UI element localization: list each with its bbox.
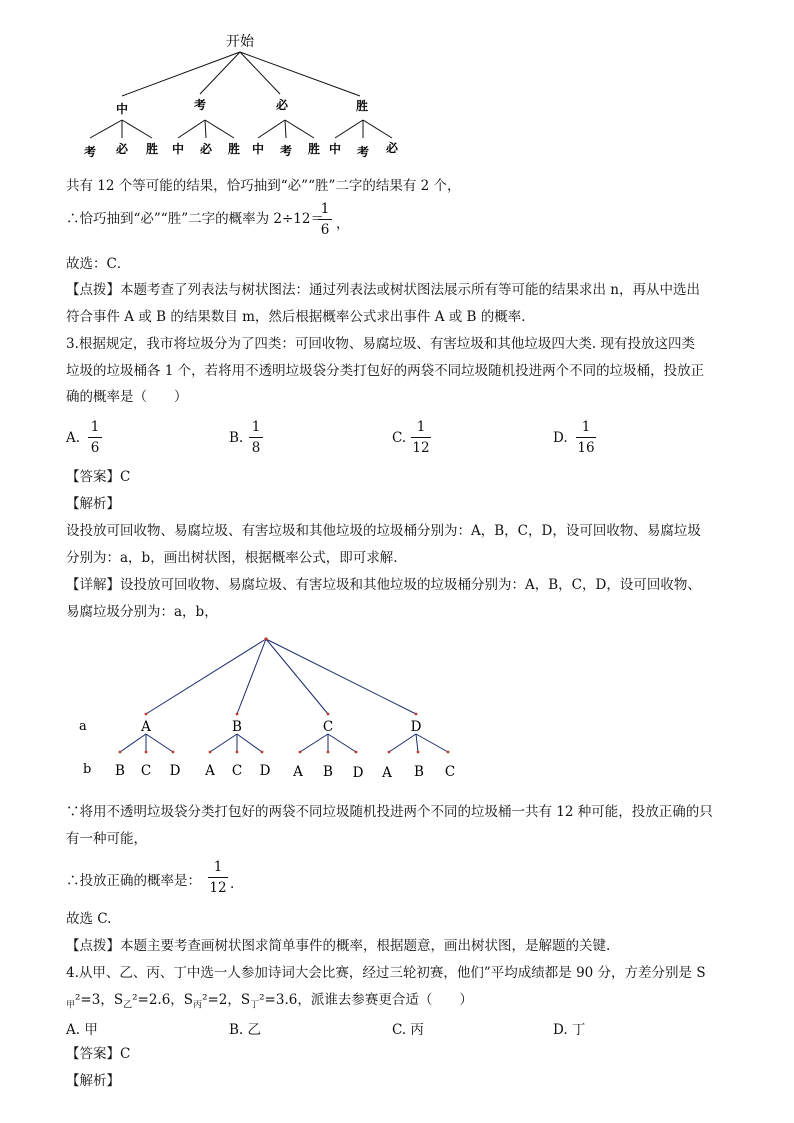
question-text: 4.从甲、乙、丙、丁中选一人参加诗词大会比赛，经过三轮初赛，他们”平均成绩都是 90 分，方差分别是 S [66,965,706,981]
tree2-node: D [410,719,422,735]
text-line: 符合事件 A 或 B 的结果数目 m，然后根据概率公式求出事件 A 或 B 的概率． [66,309,535,325]
text-fragment: ²=3.6，派谁去参赛更合适（ ） [259,992,473,1008]
analysis-label: 【解析】 [66,496,120,512]
tree1-leaf: 胜 [307,142,321,156]
analysis-label: 【解析】 [66,1073,120,1089]
tree1-leaf: 中 [328,142,342,156]
text-line: 【点拨】本题考查了列表法与树状图法：通过列表法或树状图法展示所有等可能的结果求出 n，再从中选出 [66,282,700,298]
option-d-fraction [576,419,596,456]
tree1-leaf: 必 [115,142,129,156]
tree1-node: 考 [193,98,207,112]
text-line-fraction [66,210,324,228]
option-a-fraction [88,419,102,456]
tree1-leaf: 考 [83,145,97,159]
tree2-leaf: B [414,764,424,780]
tree2-node: B [232,719,242,735]
fraction-denominator: 12 [412,440,430,456]
tree1-leaf: 胜 [145,142,159,156]
text-line: 分别为：a，b，画出树状图，根据概率公式，即可求解. [66,550,398,566]
text-line: 故选 C. [66,911,112,927]
fraction-bar [411,437,431,438]
tree2-leaf: C [140,763,152,779]
tree2-node: A [141,719,151,735]
tree1-node: 中 [115,102,129,116]
fraction-denominator: 6 [320,222,330,238]
text-fragment: ²=2.6，S [132,992,194,1008]
subscript: 乙 [123,1000,133,1011]
fraction-bar [88,437,102,438]
text-line: 共有 12 个等可能的结果，恰巧抽到“必”“胜”二字的结果有 2 个， [66,178,461,194]
tree2-leaf: B [115,763,125,779]
question-text: 确的概率是（ ） [66,389,188,405]
fraction-numerator: 1 [251,419,261,435]
tree1-node: 胜 [355,99,369,113]
option-c-fraction [411,419,431,456]
fraction-numerator: 1 [581,419,591,435]
tree1-leaf: 中 [251,142,265,156]
text-line: 【点拨】本题主要考查画树状图求简单事件的概率，根据题意，画出树状图，是解题的关键. [66,938,611,954]
answer-label: 【答案】C [66,1046,131,1062]
fraction-numerator: 1 [90,419,100,435]
tree2-row-label-a: a [79,719,87,734]
tree2-leaf: A [293,764,303,780]
text-line: 故选：C． [66,256,131,272]
text-line: 设投放可回收物、易腐垃圾、有害垃圾和其他垃圾的垃圾桶分别为：A，B，C，D，设可回收物、易腐垃圾 [66,523,701,539]
fraction-denominator: 8 [251,440,261,456]
tree2-leaf: D [259,763,271,779]
option-c: C. 丙 [392,1022,424,1038]
fraction [318,201,332,238]
tree2-leaf: D [169,763,181,779]
text-fragment: ²=3，S [75,992,124,1008]
option-b-fraction [249,419,263,456]
tree1-leaf: 考 [356,145,370,159]
tree-diagram-1 [0,0,794,170]
fraction-denominator: 12 [209,880,227,896]
tree2-leaf: A [205,763,215,779]
text-fragment: ²=2，S [202,992,251,1008]
text-fragment: ∴投放正确的概率是： [66,873,201,889]
text-fragment: ∴恰巧抽到“必”“胜”二字的概率为 2÷12＝ [66,211,324,227]
text-fragment: . [230,876,235,892]
text-line-fraction [66,872,201,890]
tree1-node: 必 [275,98,289,112]
question-text: 3.根据规定，我市将垃圾分为了四类：可回收物、易腐垃圾、有害垃圾和其他垃圾四大类. 现有投放这四类 [66,336,695,352]
fraction-bar [318,219,332,220]
fraction-denominator: 16 [577,440,595,456]
fraction-bar [249,437,263,438]
fraction-denominator: 6 [90,440,100,456]
option-b-label: B. [229,430,244,446]
answer-label: 【答案】C [66,469,131,485]
tree1-root: 开始 [226,34,254,50]
tree1-leaf: 考 [279,144,293,158]
text-line: ∵将用不透明垃圾袋分类打包好的两袋不同垃圾随机投进两个不同的垃圾桶一共有 12 种可能，投放正确的只 [66,804,713,820]
option-d-label: D. [553,430,568,446]
tree2-row-label-b: b [83,762,92,777]
question-text-variances [66,991,473,1015]
tree2-leaf: A [382,765,392,781]
tree1-leaf: 必 [199,142,213,156]
fraction-bar [576,437,596,438]
subscript: 丙 [193,1000,203,1011]
text-fragment: ， [336,216,350,232]
tree1-leaf: 胜 [227,142,241,156]
fraction-numerator: 1 [320,201,330,217]
option-d: D. 丁 [553,1022,586,1038]
text-line: 有一种可能， [66,831,147,847]
tree2-leaf: C [231,763,243,779]
tree1-leaf: 必 [385,141,399,155]
tree2-leaf: D [352,765,364,781]
tree1-leaf: 中 [171,142,185,156]
option-a-label: A. [66,430,81,446]
subscript: 丁 [250,1000,260,1011]
text-line: 【详解】设投放可回收物、易腐垃圾、有害垃圾和其他垃圾的垃圾桶分别为：A，B，C，D，设可回收物、 [66,577,701,593]
question-text: 垃圾的垃圾桶各 1 个，若将用不透明垃圾袋分类打包好的两袋不同垃圾随机投进两个不同的垃圾桶，投放正 [66,363,705,379]
option-c-label: C. [392,430,407,446]
tree2-leaf: B [323,764,333,780]
option-a: A. 甲 [66,1022,98,1038]
option-b: B. 乙 [229,1022,262,1038]
fraction-bar [208,877,228,878]
fraction [208,859,228,896]
tree2-node: C [322,719,334,735]
fraction-numerator: 1 [416,419,426,435]
tree2-leaf: C [444,764,456,780]
subscript: 甲 [66,1000,76,1011]
text-line: 易腐垃圾分别为：a，b， [66,604,218,620]
fraction-numerator: 1 [213,859,223,875]
tree-diagram-2 [0,630,794,790]
